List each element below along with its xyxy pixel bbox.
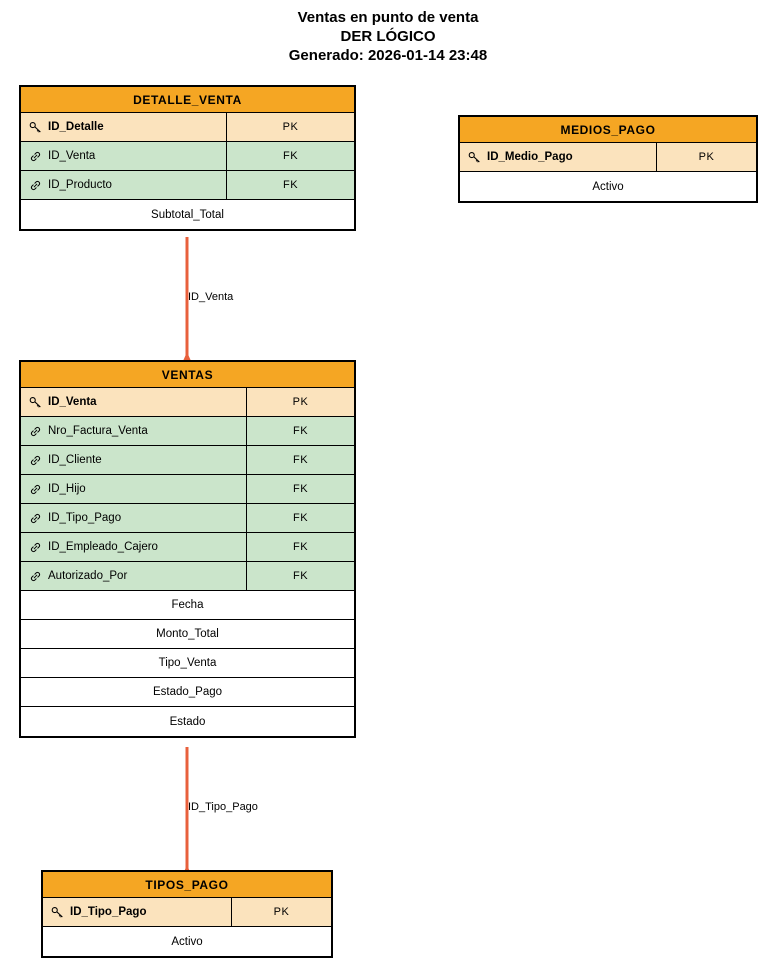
attribute-name-cell bbox=[21, 562, 246, 590]
attribute-key-badge: FK bbox=[246, 446, 354, 474]
link-icon bbox=[29, 425, 42, 438]
attribute-row[interactable] bbox=[21, 649, 354, 678]
entity-detalle-venta[interactable] bbox=[19, 85, 356, 231]
attribute-label: Monto_Total bbox=[156, 628, 219, 640]
attribute-name-cell bbox=[21, 475, 246, 503]
attribute-label: ID_Medio_Pago bbox=[487, 151, 573, 163]
attribute-label: ID_Venta bbox=[48, 396, 97, 408]
link-icon bbox=[29, 512, 42, 525]
attribute-row[interactable] bbox=[21, 142, 354, 171]
diagram-subtitle: DER LÓGICO bbox=[340, 28, 436, 45]
attribute-row[interactable] bbox=[21, 591, 354, 620]
attribute-name-cell bbox=[21, 171, 226, 199]
attribute-name-cell bbox=[460, 143, 656, 171]
attribute-row[interactable] bbox=[43, 927, 331, 956]
attribute-label: Subtotal_Total bbox=[151, 208, 224, 221]
attribute-row[interactable] bbox=[21, 678, 354, 707]
attribute-key-badge: PK bbox=[656, 143, 756, 171]
attribute-key-badge: PK bbox=[246, 388, 354, 416]
key-icon bbox=[29, 396, 42, 409]
attribute-name-cell bbox=[43, 898, 231, 926]
attribute-row[interactable] bbox=[21, 533, 354, 562]
entity-medios-pago[interactable] bbox=[458, 115, 758, 203]
entity-tipos-pago[interactable] bbox=[41, 870, 333, 958]
relationship-label-id-venta: ID_Venta bbox=[188, 291, 234, 303]
attribute-label: Estado_Pago bbox=[152, 686, 223, 698]
attribute-label: Nro_Factura_Venta bbox=[48, 425, 148, 437]
attribute-key-badge: FK bbox=[246, 533, 354, 561]
attribute-key-badge: FK bbox=[246, 504, 354, 532]
key-icon bbox=[51, 906, 64, 919]
attribute-key-badge: FK bbox=[246, 417, 354, 445]
attribute-row[interactable] bbox=[21, 113, 354, 142]
attribute-key-badge: FK bbox=[226, 142, 354, 170]
attribute-name-cell bbox=[21, 446, 246, 474]
entity-header: DETALLE_VENTA bbox=[21, 87, 354, 113]
attribute-label: ID_Producto bbox=[48, 179, 112, 191]
attribute-name-cell bbox=[21, 504, 246, 532]
attribute-key-badge: PK bbox=[231, 898, 331, 926]
entity-header: MEDIOS_PAGO bbox=[460, 117, 756, 143]
key-icon bbox=[468, 151, 481, 164]
attribute-label: Estado bbox=[169, 715, 206, 728]
attribute-label: Tipo_Venta bbox=[158, 657, 217, 669]
attribute-row[interactable] bbox=[21, 388, 354, 417]
link-icon bbox=[29, 179, 42, 192]
attribute-label: ID_Tipo_Pago bbox=[70, 906, 147, 918]
key-icon bbox=[29, 121, 42, 134]
attribute-row[interactable] bbox=[21, 707, 354, 736]
diagram-title-block bbox=[0, 8, 776, 65]
attribute-label: Activo bbox=[592, 180, 624, 193]
attribute-label: ID_Tipo_Pago bbox=[48, 512, 122, 524]
attribute-label: ID_Venta bbox=[48, 150, 96, 162]
link-icon bbox=[29, 454, 42, 467]
attribute-row[interactable] bbox=[21, 446, 354, 475]
attribute-name-cell bbox=[21, 533, 246, 561]
attribute-label: Autorizado_Por bbox=[48, 570, 128, 582]
attribute-name-cell bbox=[21, 388, 246, 416]
entity-ventas[interactable] bbox=[19, 360, 356, 738]
link-icon bbox=[29, 541, 42, 554]
attribute-label: ID_Empleado_Cajero bbox=[48, 541, 158, 553]
attribute-label: ID_Detalle bbox=[48, 121, 104, 133]
attribute-key-badge: FK bbox=[246, 475, 354, 503]
attribute-name-cell bbox=[21, 113, 226, 141]
attribute-label: Activo bbox=[171, 935, 203, 948]
attribute-row[interactable] bbox=[21, 417, 354, 446]
attribute-row[interactable] bbox=[21, 200, 354, 229]
attribute-row[interactable] bbox=[21, 504, 354, 533]
attribute-row[interactable] bbox=[43, 898, 331, 927]
link-icon bbox=[29, 483, 42, 496]
attribute-row[interactable] bbox=[460, 172, 756, 201]
entity-header: VENTAS bbox=[21, 362, 354, 388]
attribute-row[interactable] bbox=[21, 171, 354, 200]
attribute-row[interactable] bbox=[460, 143, 756, 172]
entity-header: TIPOS_PAGO bbox=[43, 872, 331, 898]
diagram-title: Ventas en punto de venta bbox=[297, 9, 479, 26]
attribute-name-cell bbox=[21, 142, 226, 170]
attribute-key-badge: PK bbox=[226, 113, 354, 141]
attribute-label: ID_Cliente bbox=[48, 454, 102, 466]
attribute-row[interactable] bbox=[21, 562, 354, 591]
attribute-label: ID_Hijo bbox=[48, 483, 86, 495]
attribute-label: Fecha bbox=[171, 599, 204, 611]
attribute-key-badge: FK bbox=[226, 171, 354, 199]
attribute-row[interactable] bbox=[21, 620, 354, 649]
attribute-name-cell bbox=[21, 417, 246, 445]
link-icon bbox=[29, 570, 42, 583]
relationship-label-id-tipo-pago: ID_Tipo_Pago bbox=[188, 801, 258, 813]
diagram-generated-timestamp: Generado: 2026-01-14 23:48 bbox=[288, 47, 488, 64]
attribute-key-badge: FK bbox=[246, 562, 354, 590]
link-icon bbox=[29, 150, 42, 163]
attribute-row[interactable] bbox=[21, 475, 354, 504]
